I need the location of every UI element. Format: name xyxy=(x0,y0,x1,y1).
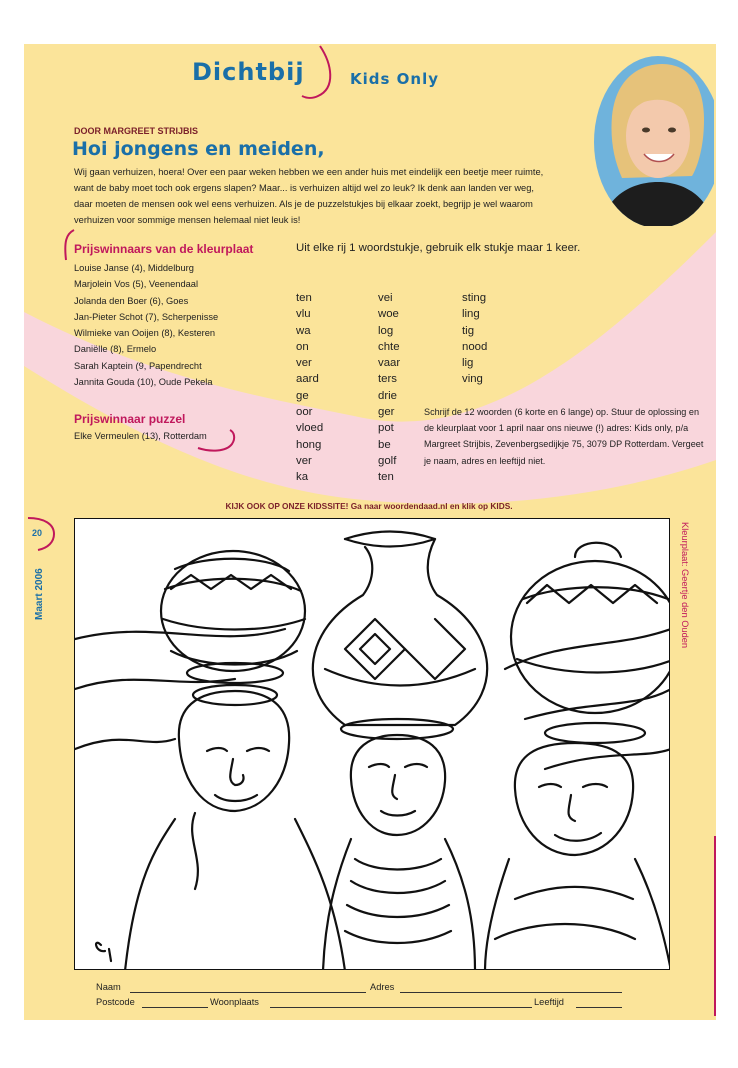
word-piece: ten xyxy=(296,292,312,304)
word-piece: vlu xyxy=(296,308,311,321)
page-number-swoosh xyxy=(24,516,64,552)
word-piece: hong xyxy=(296,438,322,451)
issue-date: Maart 2006 xyxy=(34,568,45,620)
city-field[interactable] xyxy=(270,1007,532,1008)
section-subtitle: Kids Only xyxy=(350,70,440,88)
coloring-picture xyxy=(74,518,670,970)
page-number: 20 xyxy=(32,528,43,538)
word-piece: wa xyxy=(296,324,311,337)
winner-item: Daniëlle (8), Ermelo xyxy=(74,344,157,355)
word-column-1 xyxy=(296,290,323,486)
winner-item: Jannita Gouda (10), Oude Pekela xyxy=(74,377,213,388)
postcode-label: Postcode xyxy=(96,997,135,1007)
puzzle-swoosh-decoration xyxy=(196,428,240,454)
puzzle-winner-heading: Prijswinnaar puzzel xyxy=(74,412,186,426)
word-column-2 xyxy=(378,290,400,486)
word-piece: aard xyxy=(296,373,319,386)
word-piece: oor xyxy=(296,406,313,419)
title-swoosh-decoration xyxy=(298,44,338,104)
word-piece: ling xyxy=(462,308,480,321)
puzzle-intro: Uit elke rij 1 woordstukje, gebruik elk stukje maar 1 keer. xyxy=(296,242,581,254)
winner-item: Jan-Pieter Schot (7), Scherpenisse xyxy=(74,311,219,322)
word-piece: vaar xyxy=(378,357,401,370)
word-piece: ver xyxy=(296,454,312,467)
winner-item: Louise Janse (4), Middelburg xyxy=(74,263,194,273)
word-piece: lig xyxy=(462,357,474,370)
greeting-heading: Hoi jongens en meiden, xyxy=(72,138,325,160)
city-label: Woonplaats xyxy=(210,997,259,1007)
word-piece: log xyxy=(378,324,394,337)
byline: DOOR MARGREET STRIJBIS xyxy=(74,126,199,136)
word-piece: chte xyxy=(378,340,400,353)
word-piece: ten xyxy=(378,471,394,484)
name-label: Naam xyxy=(96,982,121,992)
word-piece: ving xyxy=(462,373,483,386)
postcode-field[interactable] xyxy=(142,1007,208,1008)
word-piece: be xyxy=(378,438,391,451)
right-edge-accent xyxy=(714,836,716,1016)
illustration-credit: Kleurplaat: Geertje den Ouden xyxy=(680,522,690,649)
kidssite-link[interactable] xyxy=(0,501,738,513)
word-piece: golf xyxy=(378,454,397,467)
word-piece: nood xyxy=(462,340,488,353)
word-piece: pot xyxy=(378,422,394,435)
word-piece: ka xyxy=(296,471,309,484)
address-field[interactable] xyxy=(400,992,622,993)
word-piece: drie xyxy=(378,389,397,402)
winner-item: Wilmieke van Ooijen (8), Kesteren xyxy=(74,328,216,339)
word-piece: vei xyxy=(378,292,393,304)
author-photo xyxy=(592,56,714,226)
age-field[interactable] xyxy=(576,1007,622,1008)
word-piece: ver xyxy=(296,357,312,370)
winner-item: Marjolein Vos (5), Veenendaal xyxy=(74,279,199,290)
puzzle-instructions: Schrijf de 12 woorden (6 korte en 6 lange) op. Stuur de oplossing en de kleurplaat voor 1 april naar ons nieuwe (!) adres: Kids only, p/a Margreet Strijbis, Zevenbergsedijkje 75, 3079 DP Rotterdam. Vergeet je naam, adres en leeftijd niet. xyxy=(424,407,704,466)
winner-item: Sarah Kaptein (9, Papendrecht xyxy=(74,360,202,371)
word-piece: ge xyxy=(296,389,309,402)
word-column-3 xyxy=(462,290,487,388)
word-piece: woe xyxy=(378,308,399,321)
word-piece: on xyxy=(296,340,309,353)
winners-list xyxy=(74,260,218,390)
puzzle-winner-name: Elke Vermeulen (13), Rotterdam xyxy=(74,431,207,441)
name-field[interactable] xyxy=(130,992,366,993)
word-piece: tig xyxy=(462,324,475,337)
word-piece: ters xyxy=(378,373,397,386)
winner-item: Jolanda den Boer (6), Goes xyxy=(74,295,189,306)
word-piece: vloed xyxy=(296,422,324,435)
kidssite-text: KIJK OOK OP ONZE KIDSSITE! Ga naar woordendaad.nl en klik op KIDS. xyxy=(225,501,513,511)
winners-heading: Prijswinnaars van de kleurplaat xyxy=(74,242,254,256)
intro-text: Wij gaan verhuizen, hoera! Over een paar weken hebben we een ander huis met eindelijk een beetje meer ruimte, want de baby moet toch ook ergens slapen? Maar... is verhuizen altijd wel zo leuk? Ik denk aan landen ver weg, daar moeten de mensen ook wel eens verhuizen. Als je de puzzelstukjes bij elkaar zoekt, begrijp je wel waarom verhuizen voor sommige mensen helemaal niet leuk is! xyxy=(74,167,544,225)
address-label: Adres xyxy=(370,982,395,992)
word-piece: sting xyxy=(462,292,487,304)
section-title: Dichtbij xyxy=(192,58,305,86)
age-label: Leeftijd xyxy=(534,997,564,1007)
coloring-illustration xyxy=(75,519,670,970)
word-piece: ger xyxy=(378,406,395,419)
